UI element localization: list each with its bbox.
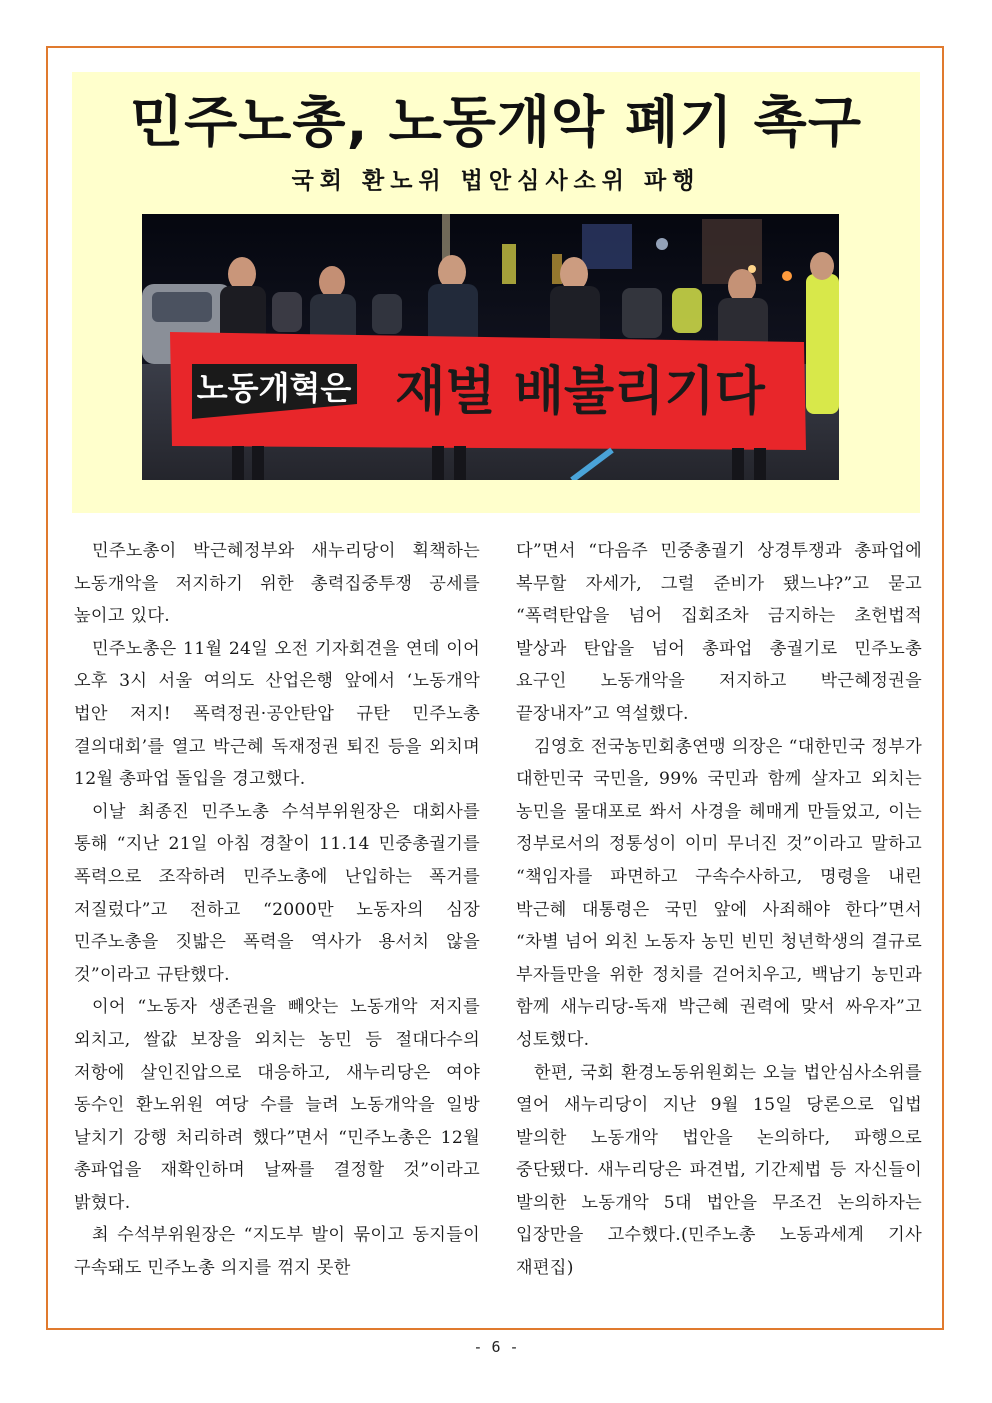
right-column: [516, 535, 922, 1285]
left-column: [74, 535, 480, 1285]
paragraph: 최 수석부위원장은 “지도부 발이 묶이고 동지들이 구속돼도 민주노총 의지를 꺾지 못한: [74, 1225, 480, 1279]
subheadline: 국회 환노위 법안심사소위 파행: [291, 167, 701, 194]
paragraph: 민주노총이 박근혜정부와 새누리당이 획책하는 노동개악을 저지하기 위한 총력집중투쟁 공세를 높이고 있다.: [74, 541, 480, 627]
page-number: - 6 -: [473, 1338, 519, 1356]
headline-box: [72, 72, 920, 513]
banner-right-text: 재벌 배불리기다: [395, 362, 765, 422]
banner-left-text: 노동개혁은: [196, 369, 352, 407]
paragraph: 이어 “노동자 생존권을 빼앗는 노동개악 저지를 외치고, 쌀값 보장을 외치는 농민 등 절대다수의 저항에 살인진압으로 대응하고, 새누리당은 여야 동수인 환노위원 여당 수를 늘려 노동개악을 일방 날치기 강행 처리하려 했다”면서 “민주노총은 12월 총파업을 재확인하며 날짜를 결정할 것”이라고 밝혔다.: [74, 997, 480, 1213]
headline: 민주노총, 노동개악 폐기 촉구: [130, 90, 862, 154]
paragraph-continuation: 다”면서 “다음주 민중총궐기 상경투쟁과 총파업에 복무할 자세가, 그럴 준비가 됐느냐?”고 묻고 “폭력탄압을 넘어 집회조차 금지하는 초헌법적 발상과 탄압을 넘어 총파업 총궐기로 민주노총 요구인 노동개악을 저지하고 박근혜정권을 끝장내자”고 역설했다.: [516, 541, 922, 724]
paragraph: 민주노총은 11월 24일 오전 기자회견을 연데 이어 오후 3시 서울 여의도 산업은행 앞에서 ‘노동개악 법안 저지! 폭력정권·공안탄압 규탄 민주노총 결의대회’를 열고 박근혜 독재정권 퇴진 등을 외치며 12월 총파업 돌입을 경고했다.: [74, 638, 480, 790]
paragraph: 김영호 전국농민회총연맹 의장은 “대한민국 정부가 대한민국 국민을, 99% 국민과 함께 살자고 외치는 농민을 물대포로 쏴서 사경을 헤매게 만들었고, 이는 정부로서의 정통성이 이미 무너진 것”이라고 말하고 “책임자를 파면하고 구속수사하고, 명령을 내린 박근혜 대통령은 국민 앞에 사죄해야 한다”면서 “차별 넘어 외친 노동자 농민 빈민 청년학생의 결규로 부자들만을 위한 정치를 걷어치우고, 백남기 농민과 함께 새누리당-독재 박근혜 권력에 맞서 싸우자”고 성토했다.: [516, 736, 922, 1050]
rally-photo: [142, 214, 839, 480]
rally-photo-illustration: [142, 214, 839, 480]
paragraph: 한편, 국회 환경노동위원회는 오늘 법안심사소위를 열어 새누리당이 지난 9월 15일 당론으로 입법 발의한 노동개악 법안을 논의하다, 파행으로 중단됐다. 새누리당은 파견법, 기간제법 등 자신들이 발의한 노동개악 5대 법안을 무조건 논의하자는 입장만을 고수했다.(민주노총 노동과세계 기사 재편집): [516, 1062, 922, 1279]
paragraph: 이날 최종진 민주노총 수석부위원장은 대회사를 통해 “지난 21일 아침 경찰이 11.14 민중총궐기를 폭력으로 조작하려 민주노총에 난입하는 폭거를 저질렀다”고 전하고 “2000만 노동자의 심장 민주노총을 짓밟은 폭력을 역사가 용서치 않을 것”이라고 규탄했다.: [74, 801, 480, 985]
